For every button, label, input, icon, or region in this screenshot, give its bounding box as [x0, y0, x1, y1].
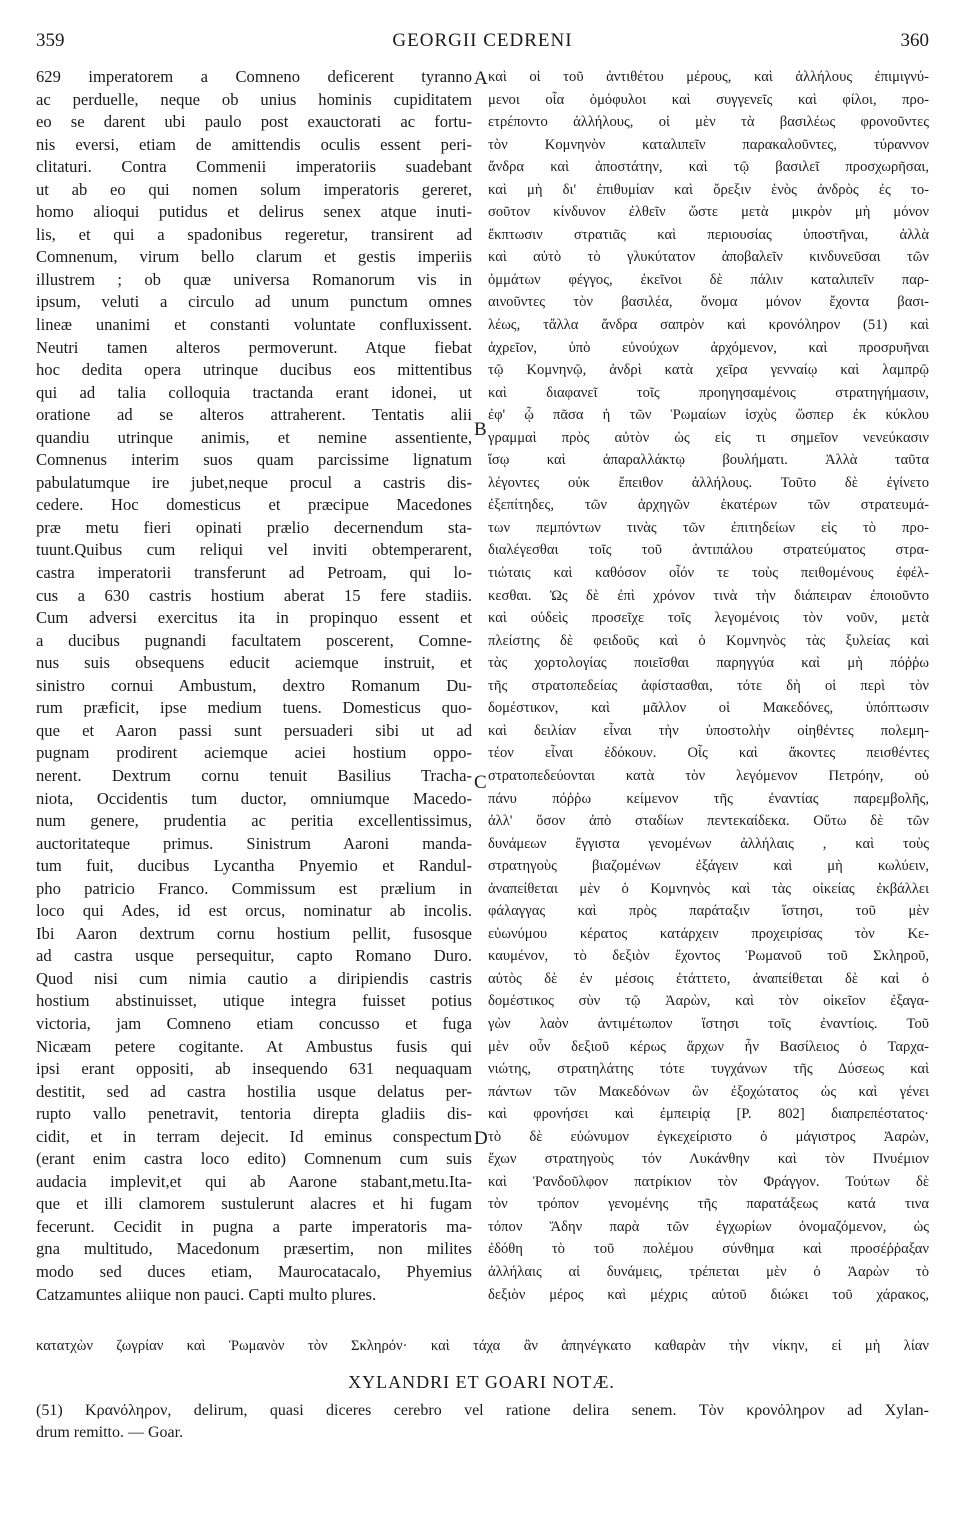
margin-letter-c: C	[474, 772, 487, 793]
greek-text-line: λέως, τἄλλα ἄνδρα σαπρὸν καὶ κρονόληρον (51) καὶ	[488, 317, 929, 334]
latin-text-line: num genere, prudentia ac peritia excellentissimus,	[36, 811, 472, 831]
latin-text-line: tuunt.Quibus cum reliqui vel inviti obtemperarent,	[36, 540, 472, 560]
latin-text-line: Quod nisi cum nimia cautio a diripiendis castris	[36, 968, 472, 988]
greek-text-line: κεσθαι. Ὡς δὲ ἐπὶ χρόνον τινὰ τὴν διάπειραν ἐποιοῦντο	[488, 587, 929, 604]
note-line: (51) Κρανόληρον, delirum, quasi diceres cerebro vel ratione delira senem. Τὸν κρονόληρον ad Xylan-	[36, 1402, 929, 1419]
greek-text-line: λέγοντες οὐκ ἔπειθον ἀλλήλους. Τοῦτο δὲ ἐγίνετο	[488, 474, 929, 491]
latin-text-line: oratione ad se alteros attraherent. Tentatis alii	[36, 405, 472, 425]
latin-text-line: pho patricio Franco. Commissum est prælium in	[36, 878, 472, 898]
latin-text-line: sinistro cornui Ambustum, dextro Romanum Du-	[36, 675, 472, 695]
greek-text-line: ἀναπείθεται μὲν ὁ Κομνηνὸς καὶ τὰς οἰκείας ἐκβάλλει	[488, 880, 929, 897]
greek-text-line: ἄνδρα καὶ ἀποστάτην, καὶ τῷ βασιλεῖ προσχωρῆσαι,	[488, 159, 929, 176]
greek-text-line: γραμμαὶ πρὸς αὐτὸν ὡς εἰς τι σημεῖον νενεύκασιν	[488, 429, 929, 446]
latin-text-line: tum fuit, ducibus Lycantha Pnyemio et Randul-	[36, 856, 472, 876]
latin-text-line: gna multitudo, Macedonum præsertim, non milites	[36, 1239, 472, 1259]
greek-text-line: δομέστικος σὺν τῷ Ἀαρὼν, καὶ τὸν οἰκεῖον ἐξαγα-	[488, 993, 929, 1010]
latin-text-line: nis eversi, etiam de amittendis oculis essent peri-	[36, 134, 472, 154]
latin-column	[36, 66, 472, 1336]
greek-text-line: καὶ οἱ τοῦ ἀντιθέτου μέρους, καὶ ἀλλήλους ἐπιμιγνύ-	[488, 69, 929, 85]
latin-text-line: nerent. Dextrum cornu tenuit Basilius Tracha-	[36, 765, 472, 785]
latin-text-line: clitaturi. Contra Commenii imperatoriis suadebant	[36, 157, 472, 177]
greek-text-line: μὲν οὖν δεξιοῦ κέρως ἄρχων ἦν Βασίλειος ὁ Ταρχα-	[488, 1038, 929, 1055]
latin-text-line: que et illi clamorem sustulerunt alacres et hi fugam	[36, 1194, 472, 1214]
greek-text-line: των πεμπόντων τινὰς τῶν ἐπιτηδείων εἰς τὸ προ-	[488, 519, 929, 536]
greek-text-line: πάνυ πόῤῥω κείμενον τῆς ἐναντίας παρεμβολῆς,	[488, 790, 929, 807]
latin-text-line: castra imperatorii transferunt ad Petroam, qui lo-	[36, 563, 472, 583]
latin-text-line: lis, et qui a spadonibus regeretur, transirent ad	[36, 224, 472, 244]
latin-text-line: Nicæam petere cogitante. At Ambustus fusis qui	[36, 1036, 472, 1056]
greek-text-line: ἀλλ' ὅσον ἀπὸ σταδίων πεντεκαίδεκα. Οὕτω δὲ τῶν	[488, 813, 929, 830]
greek-text-line: τόπον Ἅδην παρὰ τῶν ἐγχωρίων ὀνομαζόμενον, ὡς	[488, 1218, 929, 1235]
latin-text-line: lineæ unanimi et constanti voluntate confluxissent.	[36, 315, 472, 335]
margin-letter-d: D	[474, 1128, 488, 1149]
greek-text-line: δυνάμεων ἔγγιστα γενομένων ἀλλήλαις , καὶ τοὺς	[488, 835, 929, 852]
latin-text-line: Ibi Aaron dextrum cornu hostium pellit, fusosque	[36, 923, 472, 943]
latin-text-line: illustrem ; ob quæ universa Romanorum vis in	[36, 269, 472, 289]
latin-text-line: homo alioqui putidus et delirus senex atque inuti-	[36, 202, 472, 222]
latin-text-line: victoria, jam Comneno etiam concusso et fuga	[36, 1013, 472, 1033]
greek-text-line: καὶ φρονήσει καὶ ἐμπειρίᾳ [P. 802] διαπρεπέστατος·	[488, 1106, 929, 1123]
greek-text-line: στρατοπεδεύονται κατὰ τὸν λεγόμενον Πετρόην, οὐ	[488, 767, 929, 784]
latin-text-line: pugnam prodirent aciemque aciei hostium oppo-	[36, 743, 472, 763]
greek-text-line: νιώτης, στρατηλάτης τότε τυγχάνων τῆς Δύσεως καὶ	[488, 1061, 929, 1078]
latin-text-line: Cum adversi exercitus ita in propinquo essent et	[36, 608, 472, 628]
latin-text-line: rupto vallo penetravit, tentoria direpta gladiis dis-	[36, 1104, 472, 1124]
greek-text-line: δεξιὸν μέρος καὶ μέχρις αὐτοῦ διώκει τοῦ χάρακος,	[488, 1286, 929, 1303]
latin-text-line: cus a 630 castris hostium aberat 15 fere stadiis.	[36, 585, 472, 605]
greek-text-line: ἀχρεῖον, ὑπὸ εὐνούχων ἀρχόμενον, καὶ προσρυῆναι	[488, 339, 929, 356]
latin-text-line: (erant enim castra loco edito) Comnenum cum suis	[36, 1149, 472, 1169]
greek-text-line: τῆς στρατοπεδείας ἀφίστασθαι, τότε δὴ οἱ περὶ τὸν	[488, 677, 929, 694]
greek-text-line: σοῦτον κίνδυνον ἐλθεῖν ὥστε μετὰ μικρὸν μὴ μόνον	[488, 204, 929, 221]
latin-text-line: hostium abstinuisset, utique integra fuisset potius	[36, 991, 472, 1011]
latin-text-line: Comnenum, virum bello clarum et gestis imperiis	[36, 247, 472, 267]
latin-text-line: ipsi erant oppositi, ab insequendo 631 nequaquam	[36, 1059, 472, 1079]
latin-text-line: Neutri tamen alteros permoverunt. Atque fiebat	[36, 337, 472, 357]
greek-text-line: μενοι οἷα ὁμόφυλοι καὶ συγγενεῖς καὶ φίλοι, προ-	[488, 91, 929, 108]
latin-text-line: fecerunt. Cecidit in pugna a parte imperatoris ma-	[36, 1216, 472, 1236]
greek-text-line: τὰς χορτολογίας ποιεῖσθαι παρηγγύα καὶ μὴ πόῤῥω	[488, 655, 929, 672]
greek-text-line: καὶ οὐδεὶς προσεῖχε τοῖς λεγομένοις τὸν νοῦν, μετὰ	[488, 610, 929, 627]
latin-text-line: nus suis obsequens educit aciemque instruit, et	[36, 653, 472, 673]
greek-text-line: φάλαγγας καὶ πρὸς παράταξιν ἵστησι, τοῦ μὲν	[488, 903, 929, 920]
greek-text-line: καὶ αὐτὸ τὸ γλυκύτατον ἀποβαλεῖν κινδυνεῦσαι τῶν	[488, 249, 929, 266]
notes-title: XYLANDRI ET GOARI NOTÆ.	[348, 1372, 615, 1392]
greek-text-line: εὐωνύμου κέρατος κατάρχειν προχειρίσας τὸν Κε-	[488, 925, 929, 942]
greek-text-line: ἐφ' ᾧ πᾶσα ἡ τῶν Ῥωμαίων ἰσχὺς ὥσπερ ἐκ κύκλου	[488, 407, 929, 424]
latin-text-line: ad castra usque persequitur, capto Romano Duro.	[36, 946, 472, 966]
latin-text-line: ipsum, veluti a circulo ad unum punctum omnes	[36, 292, 472, 312]
page-number-left: 359	[36, 30, 65, 51]
latin-text-line: audacia implevit,et qui ab Aarone stabant,metu.Ita-	[36, 1171, 472, 1191]
latin-text-line: præ metu fieri opinati prælio decernendum sta-	[36, 517, 472, 537]
greek-text-line: αὐτὸς δὲ ἐν μέσοις ἐτάττετο, ἀναπείθεται δὲ καὶ ὁ	[488, 970, 929, 987]
greek-text-line: καὶ μὴ δι' ἐπιθυμίαν καὶ ὄρεξιν ἑνὸς ἀνδρὸς ἐς το-	[488, 181, 929, 198]
greek-text-line: τέον εἶναι ἐδόκουν. Οἷς καὶ ἄκοντες πεισθέντες	[488, 745, 929, 762]
latin-text-line: qui ad talia colloquia tractanda erant idonei, ut	[36, 382, 472, 402]
latin-text-line: Comnenus interim suos quam parcissime lignatum	[36, 450, 472, 470]
page-number-right: 360	[900, 30, 929, 51]
greek-text-line: αινοῦντες τὸν βασιλέα, ὄνομα μόνον ἔχοντα βασι-	[488, 294, 929, 311]
running-title: GEORGII CEDRENI	[392, 30, 573, 51]
greek-text-line: καὶ διαφανεῖ τοῖς προηγησαμένοις στρατηγήμασιν,	[488, 384, 929, 401]
latin-text-line: quandiu utrinque animis, et nemine assentiente,	[36, 427, 472, 447]
greek-text-line: καὶ Ῥανδοῦλφον πατρίκιον τὸν Φράγγον. Τούτων δὲ	[488, 1173, 929, 1190]
greek-text-line: διαλέγεσθαι τοῖς τοῦ ἀντιπάλου στρατεύματος στρα-	[488, 542, 929, 559]
latin-text-line: modo sed duces etiam, Maurocatacalo, Phyemius	[36, 1261, 472, 1281]
greek-text-line: ετρέποντο ἀλλήλους, οἱ μὲν τὰ βασιλέως φρονοῦντες	[488, 114, 929, 131]
note-line: drum remitto. — Goar.	[36, 1424, 184, 1441]
greek-column	[488, 66, 929, 1336]
greek-text-line: ὀμμάτων φέγγος, ἐκεῖνοι δὲ πάλιν καταλιπεῖν παρ-	[488, 271, 929, 288]
greek-text-line: τὸν Κομνηνὸν καταλιπεῖν παρακαλοῦντες, τύραννον	[488, 136, 929, 153]
greek-text-line: ἀλλήλαις αἱ δυνάμεις, τρέπεται μὲν ὁ Ἀαρὼν τὸ	[488, 1263, 929, 1280]
margin-letter-a: A	[474, 68, 488, 89]
greek-text-line: τῷ Κομνηνῷ, ἀνδρὶ κατὰ χεῖρα γενναίῳ καὶ λαμπρῷ	[488, 362, 929, 379]
latin-text-line: ac perduelle, neque ob unius hominis cupiditatem	[36, 89, 472, 109]
greek-text-line: γὼν λαὸν ἀντιμέτωπον ἵστησι τοῖς ἐναντίοις. Τοῦ	[488, 1015, 929, 1032]
latin-text-line: pabulatumque ire jubet,neque procul a castris dis-	[36, 472, 472, 492]
greek-text-line: στρατηγοὺς βιαζομένων ἐξάγειν καὶ μὴ κωλύειν,	[488, 858, 929, 875]
latin-text-line: ut ab eo qui nomen solum imperatoris gereret,	[36, 179, 472, 199]
greek-text-line: πλείστης δὲ φειδοῦς καὶ ὁ Κομνηνὸς τὰς ξυλείας καὶ	[488, 632, 929, 649]
greek-text-line: ἔχων στρατηγοὺς τόν Λυκάνθην καὶ τὸν Πνυέμιον	[488, 1151, 929, 1168]
latin-text-line: hoc dedita opera utrinque ducibus eos mittentibus	[36, 360, 472, 380]
greek-text-line: καὶ δειλίαν εἶναι τὴν ὑποστολὴν οἰηθέντες πολεμη-	[488, 722, 929, 739]
latin-text-line: Catzamuntes aliique non pauci. Capti multo plures.	[36, 1284, 377, 1304]
latin-text-line: destitit, sed ad castra hostilia usque delatus per-	[36, 1081, 472, 1101]
latin-text-line: que et Aaron passi sunt persuaderi sibi ut ad	[36, 720, 472, 740]
latin-text-line: 629 imperatorem a Comneno deficerent tyranno	[36, 67, 472, 86]
latin-text-line: cidit, et in terram dejecit. Id eminus conspectum	[36, 1126, 472, 1146]
greek-text-line: τὸν τρόπον γενομένης τῆς παρατάξεως κατά τινα	[488, 1196, 929, 1213]
latin-text-line: cedere. Hoc domesticus et præcipue Macedones	[36, 495, 472, 515]
greek-text-line: τὸ δὲ εὐώνυμον ἐγκεχείριστο ὁ μάγιστρος Ἀαρὼν,	[488, 1128, 929, 1145]
latin-text-line: eo se darent ubi paulo post exauctorati ac fortu-	[36, 112, 472, 132]
latin-text-line: rum præficit, ipse medium tuens. Domesticus quo-	[36, 698, 472, 718]
greek-continuation-line: κατατχὼν ζωγρίαν καὶ Ῥωμανὸν τὸν Σκληρόν· καὶ τάχα ἂν ἀπηνέγκατο καθαρὰν τὴν νίκην, εἰ μὴ λίαν	[36, 1338, 929, 1354]
greek-text-line: ἐδόθη τὸ τοῦ πολέμου σύνθημα καὶ προσέῤῥαξαν	[488, 1241, 929, 1258]
margin-letter-b: B	[474, 419, 487, 440]
latin-text-line: a ducibus pugnandi facultatem poscerent, Comne-	[36, 630, 472, 650]
greek-text-line: καυμένον, τὸ δεξιὸν ἔχοντος Ῥωμανοῦ τοῦ Σκληροῦ,	[488, 948, 929, 965]
greek-text-line: ἔκπτωσιν στρατιᾶς καὶ περιουσίας ὑποστῆναι, ἀλλὰ	[488, 226, 929, 243]
greek-text-line: πάντων τῶν Μακεδόνων ὢν ἐξοχώτατος ὡς καὶ γένει	[488, 1083, 929, 1100]
latin-text-line: niota, Occidentis tum ductor, omniumque Macedo-	[36, 788, 472, 808]
page-header	[36, 30, 929, 54]
notes-section	[36, 1400, 929, 1444]
latin-text-line: loco qui Ades, id est orcus, nominatur ab incolis.	[36, 901, 472, 921]
greek-text-line: δομέστικον, καὶ μᾶλλον οἱ Μακεδόνες, ὑπόπτωσιν	[488, 700, 929, 717]
latin-text-line: auctoritateque primus. Sinistrum Aaroni manda-	[36, 833, 472, 853]
greek-text-line: τιώταις καὶ καθόσον οἷόν τε τοὺς πειθομένους ἐφέλ-	[488, 565, 929, 582]
greek-text-line: ἐξεπίτηδες, τῶν ἀρχηγῶν ἑκατέρων τῶν στρατευμά-	[488, 497, 929, 514]
greek-text-line: ἴσῳ καὶ ἀπαραλλάκτῳ βουλήματι. Ἀλλὰ ταῦτα	[488, 452, 929, 469]
